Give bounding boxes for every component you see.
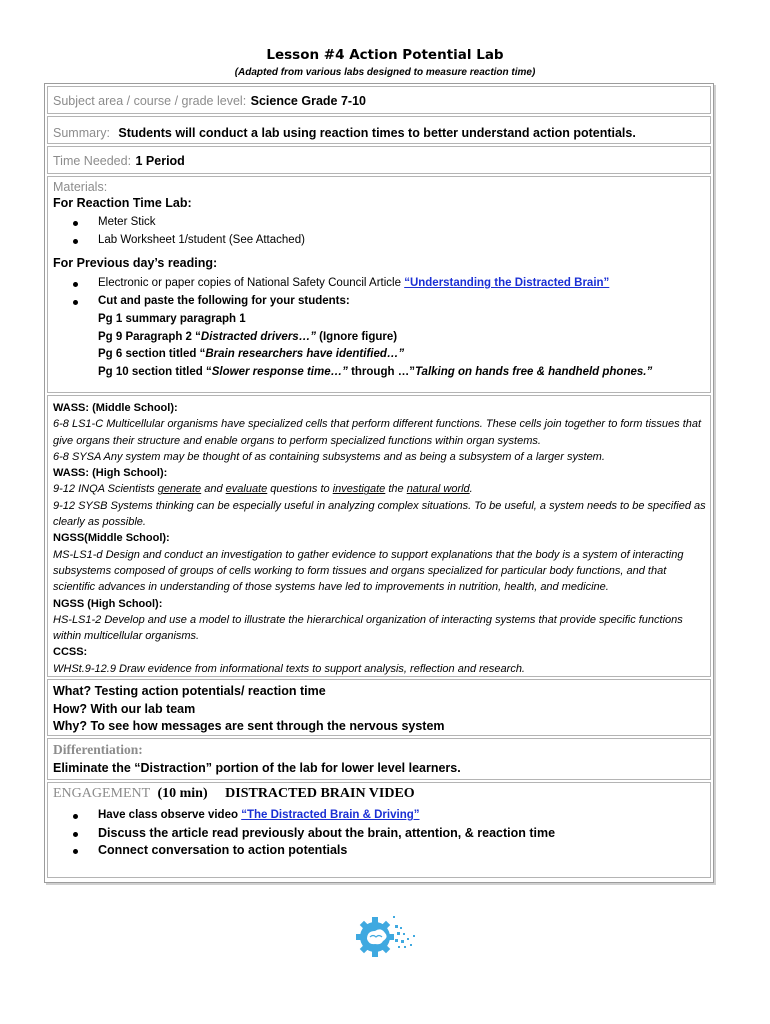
ngss-ms-heading: NGSS(Middle School): bbox=[53, 532, 170, 545]
pg6-line bbox=[98, 346, 652, 364]
ccss-text: WHSt.9-12.9 Draw evidence from informational texts to support analysis, reflection and research. bbox=[53, 662, 525, 675]
ccss-heading: CCSS: bbox=[53, 646, 88, 659]
reading-heading: For Previous day’s reading: bbox=[53, 256, 218, 270]
inqa-and: and bbox=[201, 483, 226, 496]
ngss-hs-heading: NGSS (High School): bbox=[53, 597, 163, 610]
page-title: Lesson #4 Action Potential Lab bbox=[266, 47, 504, 63]
reading-list bbox=[53, 275, 609, 310]
what-line: What? Testing action potentials/ reaction time bbox=[53, 684, 326, 698]
article-link[interactable]: “Understanding the Distracted Brain” bbox=[404, 277, 610, 289]
wass-ms-heading: WASS: (Middle School): bbox=[53, 402, 178, 414]
pg10-pre: Pg 10 section titled “ bbox=[98, 365, 212, 378]
inqa-generate: generate bbox=[157, 483, 202, 496]
engagement-list bbox=[53, 807, 555, 860]
ngss-ms-text: MS-LS1-d Design and conduct an investigation to gather evidence to support explanations that the body is a system of interacting subsystems composed of groups of cells working to form tissues and organs specialized for particular body functions, and that scientific advances in understanding of those systems have led to improvements in nutrition, health, and medicine. bbox=[53, 548, 684, 594]
how-line: How? With our lab team bbox=[53, 701, 196, 716]
pg9-italic: Distracted drivers…” bbox=[200, 330, 316, 343]
materials-row bbox=[47, 176, 711, 393]
pg10-italic-2: Talking on hands free & handheld phones.” bbox=[414, 365, 653, 378]
why-line: Why? To see how messages are sent through the nervous system bbox=[53, 719, 445, 733]
wass-ms-1: 6-8 LS1-C Multicellular organisms have specialized cells that perform different functions. These cells join together to form tissues that give organs their structure and enable organs to perform specialized functions within organ systems. bbox=[53, 418, 702, 447]
pg9-post: (Ignore figure) bbox=[315, 330, 398, 343]
subject-label: Subject area / course / grade level: bbox=[53, 94, 247, 108]
reaction-lab-heading: For Reaction Time Lab: bbox=[53, 196, 192, 210]
lesson-table bbox=[44, 83, 714, 883]
standards-row bbox=[47, 395, 711, 677]
differentiation-row bbox=[47, 738, 711, 780]
subject-value: Science Grade 7-10 bbox=[250, 94, 366, 108]
engagement-time: (10 min) bbox=[157, 786, 208, 801]
differentiation-text: Eliminate the “Distraction” portion of the lab for lower level learners. bbox=[53, 761, 461, 775]
inqa-text-2: questions to bbox=[267, 483, 333, 496]
list-item bbox=[53, 275, 609, 293]
wass-hs-inqa bbox=[53, 481, 706, 497]
time-row bbox=[47, 146, 711, 174]
reaction-lab-list bbox=[53, 214, 305, 249]
wass-hs-sysb: 9-12 SYSB Systems thinking can be especially useful in analyzing complex situations. To be useful, a system needs to be specified as clearly as possible. bbox=[53, 499, 706, 529]
what-how-why-row bbox=[47, 679, 711, 736]
materials-label: Materials: bbox=[53, 180, 108, 194]
pg10-mid: through …” bbox=[347, 365, 415, 378]
pg10-italic-1: Slower response time…” bbox=[211, 365, 348, 378]
summary-label: Summary: bbox=[53, 126, 110, 140]
wass-ms-2: 6-8 SYSA Any system may be thought of as containing subsystems and as being a subsystem of a larger system. bbox=[53, 450, 605, 463]
pg9-line bbox=[98, 329, 652, 347]
engagement-item-text: Have class observe video bbox=[98, 809, 242, 821]
inqa-natural-world: natural world bbox=[406, 483, 470, 496]
list-item: Connect conversation to action potentials bbox=[53, 842, 555, 860]
wass-hs-heading: WASS: (High School): bbox=[53, 467, 168, 480]
pg1-line: Pg 1 summary paragraph 1 bbox=[98, 313, 246, 325]
inqa-text: 9-12 INQA Scientists bbox=[53, 483, 158, 496]
inqa-the: the bbox=[385, 483, 407, 496]
subject-row bbox=[47, 86, 711, 114]
summary-row bbox=[47, 116, 711, 144]
engagement-label: ENGAGEMENT bbox=[53, 786, 150, 801]
inqa-end: . bbox=[469, 483, 473, 496]
reading-item-text: Electronic or paper copies of National Safety Council Article bbox=[98, 277, 405, 289]
list-item bbox=[53, 807, 555, 825]
inqa-investigate: investigate bbox=[332, 483, 386, 496]
engagement-heading bbox=[53, 786, 415, 802]
list-item: Lab Worksheet 1/student (See Attached) bbox=[53, 232, 305, 250]
ngss-hs-text: HS-LS1-2 Develop and use a model to illustrate the hierarchical organization of interacting systems that provide specific functions within multicellular organisms. bbox=[53, 613, 683, 643]
engagement-row bbox=[47, 782, 711, 878]
standards-text bbox=[53, 400, 706, 677]
pg10-line bbox=[98, 364, 652, 382]
what-how-why bbox=[53, 683, 445, 736]
brain-gear-logo-icon bbox=[353, 905, 419, 965]
reading-pages bbox=[98, 311, 652, 381]
page-subtitle: (Adapted from various labs designed to measure reaction time) bbox=[234, 67, 536, 78]
summary-value: Students will conduct a lab using reaction times to better understand action potentials. bbox=[118, 126, 636, 140]
list-item: Meter Stick bbox=[53, 214, 305, 232]
pg6-italic: Brain researchers have identified…” bbox=[205, 348, 405, 360]
cut-paste-line: Cut and paste the following for your students: bbox=[98, 294, 350, 307]
pg9-pre: Pg 9 Paragraph 2 “ bbox=[98, 330, 201, 343]
video-link[interactable]: “The Distracted Brain & Driving” bbox=[241, 809, 420, 821]
differentiation-label: Differentiation: bbox=[53, 742, 143, 757]
engagement-title: DISTRACTED BRAIN VIDEO bbox=[225, 786, 415, 801]
pg6-pre: Pg 6 section titled “ bbox=[98, 348, 206, 360]
list-item bbox=[53, 293, 609, 311]
time-label: Time Needed: bbox=[53, 154, 132, 168]
time-value: 1 Period bbox=[135, 154, 185, 168]
inqa-evaluate: evaluate bbox=[225, 483, 268, 496]
list-item: Discuss the article read previously about the brain, attention, & reaction time bbox=[53, 825, 555, 843]
